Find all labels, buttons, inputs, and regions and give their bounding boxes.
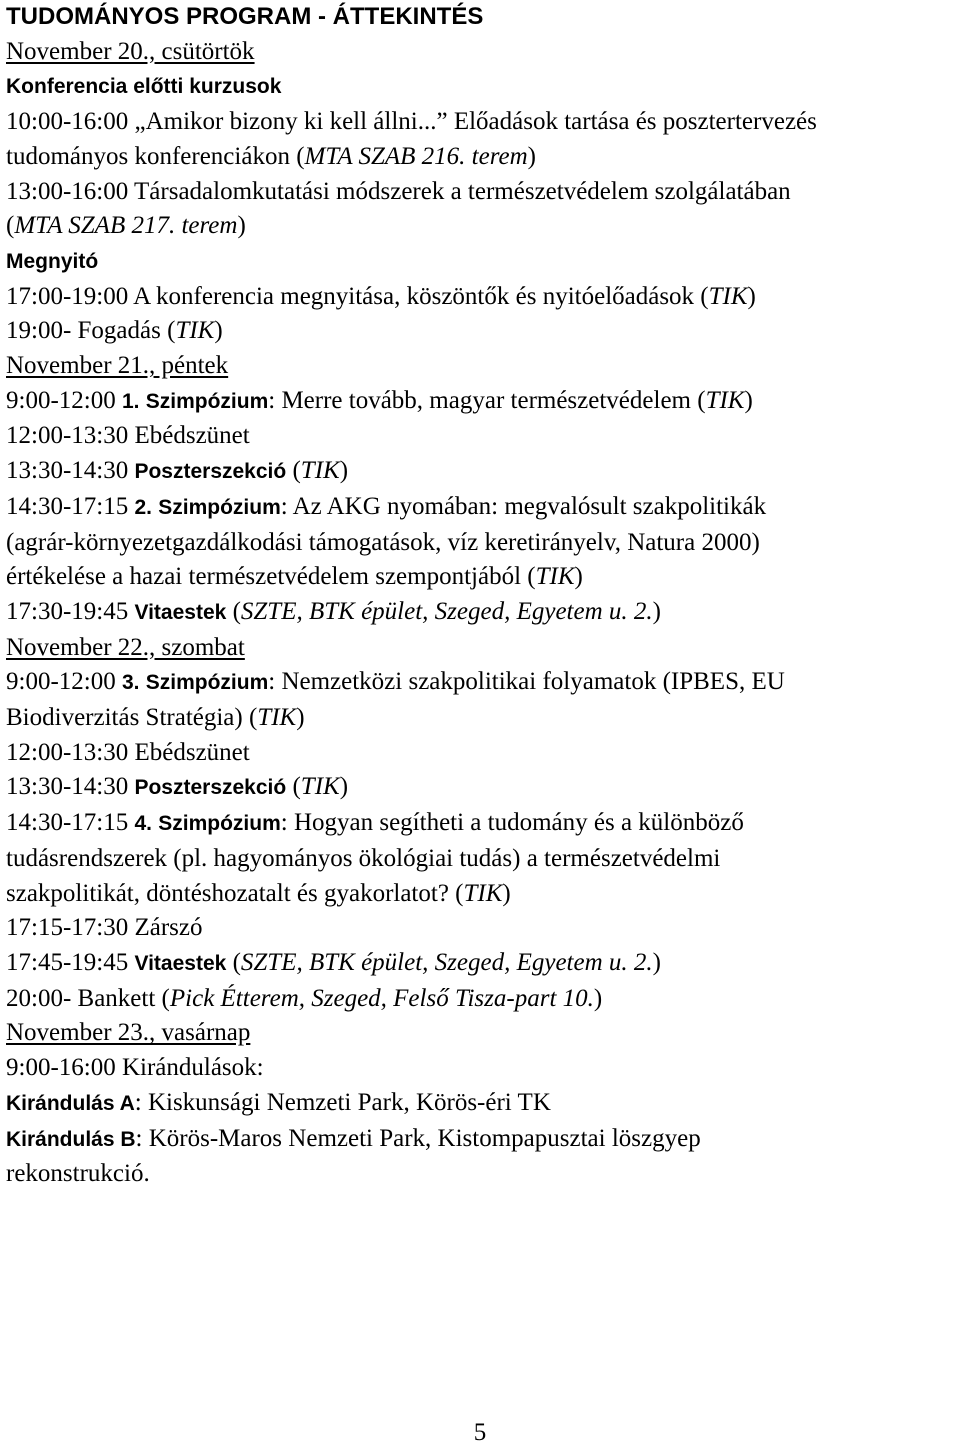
- item-location: Pick Étterem, Szeged, Felső Tisza-part 10.: [169, 984, 594, 1012]
- symposium-label: Szimpózium: [145, 389, 269, 413]
- item-location: MTA SZAB 217. terem: [14, 212, 238, 240]
- symposium-label: Szimpózium: [158, 495, 281, 519]
- program-item-debate-evening: 17:30-19:45 Vitaestek (SZTE, BTK épület, Szeged, Egyetem u. 2.): [6, 597, 661, 625]
- poster-label: Poszterszekció: [134, 776, 287, 800]
- item-text: „Amikor bizony ki kell állni...” Előadások tartása és posztertervezés: [134, 108, 817, 136]
- item-text: : Kiskunsági Nemzeti Park, Körös-éri TK: [134, 1088, 551, 1116]
- symposium-number: 1.: [121, 389, 140, 413]
- item-location: TIK: [535, 563, 575, 591]
- excursion-label: Kirándulás A: [6, 1091, 135, 1115]
- item-text: Bankett (: [77, 984, 170, 1012]
- program-item-poster: 13:30-14:30 Poszterszekció (TIK): [6, 457, 349, 485]
- item-time: 13:00-16:00: [6, 177, 129, 205]
- item-location: SZTE, BTK épület, Szeged, Egyetem u. 2.: [240, 597, 653, 625]
- item-time: 9:00-12:00: [6, 668, 116, 696]
- item-time: 9:00-12:00: [6, 386, 116, 414]
- program-item-closing: [6, 911, 954, 946]
- item-location: TIK: [463, 879, 503, 907]
- program-item-opening: 17:00-19:00 A konferencia megnyitása, köszöntők és nyitóelőadások (TIK): [6, 282, 756, 310]
- program-item-debate-evening: 17:45-19:45 Vitaestek (SZTE, BTK épület, Szeged, Egyetem u. 2.): [6, 948, 661, 976]
- item-time: 17:00-19:00: [6, 282, 129, 310]
- debate-label: Vitaestek: [134, 951, 227, 975]
- item-location: TIK: [300, 457, 340, 485]
- excursion-b: [6, 1122, 954, 1192]
- program-item-lunch: [6, 419, 954, 454]
- item-text: Kirándulások:: [121, 1054, 264, 1082]
- page-title: TUDOMÁNYOS PROGRAM - ÁTTEKINTÉS: [6, 3, 484, 30]
- program-item-symposium2: 14:30-17:15 2. Szimpózium: Az AKG nyomában: megvalósult szakpolitikák (agrár-környezetgazdálkodási támogatások, víz keretirányelv, Natura 2000) értékelése a hazai természetvédelem szempontjából (TIK): [6, 490, 954, 595]
- item-time: 9:00-16:00: [6, 1054, 116, 1082]
- item-text-cont: tudásrendszerek (pl. hagyományos ökológiai tudás) a természetvédelmi: [6, 844, 721, 872]
- symposium-label: Szimpózium: [145, 671, 269, 695]
- item-text-cont: értékelése a hazai természetvédelem szempontjából (: [6, 563, 536, 591]
- poster-label: Poszterszekció: [134, 460, 287, 484]
- item-time: 14:30-17:15: [6, 492, 129, 520]
- item-location: SZTE, BTK épület, Szeged, Egyetem u. 2.: [240, 948, 653, 976]
- document-page: [6, 0, 954, 1192]
- item-time: 12:00-13:30: [6, 738, 129, 766]
- item-time: 13:30-14:30: [6, 773, 129, 801]
- item-text-cont: (agrár-környezetgazdálkodási támogatások, víz keretirányelv, Natura 2000): [6, 528, 760, 556]
- day-heading-nov20: November 20., csütörtök: [6, 37, 255, 65]
- item-location: TIK: [300, 773, 340, 801]
- item-time: 17:30-19:45: [6, 597, 129, 625]
- program-item-poster: 13:30-14:30 Poszterszekció (TIK): [6, 773, 349, 801]
- debate-label: Vitaestek: [134, 600, 227, 624]
- program-item-lunch: [6, 736, 954, 771]
- section-heading-opening: [6, 244, 954, 280]
- item-text: Fogadás (: [77, 317, 176, 345]
- program-item-symposium3: 9:00-12:00 3. Szimpózium: Nemzetközi szakpolitikai folyamatok (IPBES, EU Biodiverzitás Stratégia) (TIK): [6, 668, 785, 732]
- section-label: Konferencia előtti kurzusok: [6, 75, 282, 99]
- program-item-symposium1: 9:00-12:00 1. Szimpózium: Merre tovább, magyar természetvédelem (TIK): [6, 386, 753, 414]
- item-text: : Merre tovább, magyar természetvédelem (: [268, 386, 706, 414]
- item-text: A konferencia megnyitása, köszöntők és nyitóelőadások (: [133, 282, 709, 310]
- item-location: TIK: [175, 317, 215, 345]
- program-item-excursions: [6, 1051, 954, 1086]
- item-text-cont: tudományos konferenciákon (: [6, 142, 305, 170]
- item-text-cont: Biodiverzitás Stratégia) (: [6, 704, 258, 732]
- item-time: 12:00-13:30: [6, 422, 129, 450]
- item-text: : Nemzetközi szakpolitikai folyamatok (IPBES, EU: [268, 668, 785, 696]
- item-text: Ebédszünet: [134, 422, 250, 450]
- program-item-reception: 19:00- Fogadás (TIK): [6, 317, 223, 345]
- day-heading-nov21: November 21., péntek: [6, 352, 229, 380]
- section-label: Megnyitó: [6, 249, 99, 273]
- page-number: 5: [473, 1419, 487, 1446]
- item-time: 13:30-14:30: [6, 457, 129, 485]
- day-heading-nov23: November 23., vasárnap: [6, 1019, 251, 1047]
- program-item-course1: 10:00-16:00 „Amikor bizony ki kell állni...” Előadások tartása és posztertervezés tudományos konferenciákon (MTA SZAB 216. terem): [6, 108, 817, 170]
- symposium-number: 3.: [121, 671, 140, 695]
- item-text: Zárszó: [134, 914, 203, 942]
- program-item-symposium4: 14:30-17:15 4. Szimpózium: Hogyan segítheti a tudomány és a különböző tudásrendszerek (pl. hagyományos ökológiai tudás) a természetvédelmi szakpolitikát, döntéshozatalt és gyakorlatot? (TIK): [6, 806, 954, 911]
- excursion-a: [6, 1086, 954, 1122]
- symposium-number: 4.: [134, 812, 152, 836]
- item-text: : Az AKG nyomában: megvalósult szakpolitikák: [280, 492, 767, 520]
- day-heading-nov22: November 22., szombat: [6, 633, 245, 661]
- program-item-course2: 13:00-16:00 Társadalomkutatási módszerek a természetvédelem szolgálatában (MTA SZAB 217. terem): [6, 177, 791, 240]
- item-time: 10:00-16:00: [6, 108, 129, 136]
- item-location: MTA SZAB 216. terem: [304, 142, 528, 170]
- item-text: Társadalomkutatási módszerek a természetvédelem szolgálatában: [134, 177, 791, 205]
- section-heading-precourses: [6, 69, 954, 105]
- excursion-label: Kirándulás B: [6, 1127, 136, 1151]
- item-text-cont: szakpolitikát, döntéshozatalt és gyakorlatot? (: [6, 879, 464, 907]
- item-location: TIK: [708, 282, 748, 310]
- symposium-number: 2.: [134, 495, 152, 519]
- item-time: 14:30-17:15: [6, 809, 129, 837]
- item-text: : Hogyan segítheti a tudomány és a különböző: [280, 809, 744, 837]
- item-text-cont: rekonstrukció.: [6, 1160, 150, 1188]
- item-text: : Körös-Maros Nemzeti Park, Kistompapusztai löszgyep: [135, 1124, 701, 1152]
- item-time: 19:00-: [6, 317, 72, 345]
- item-text: Ebédszünet: [134, 738, 250, 766]
- symposium-label: Szimpózium: [158, 812, 281, 836]
- item-time: 17:15-17:30: [6, 914, 129, 942]
- item-time: 20:00-: [6, 984, 72, 1012]
- item-location: TIK: [705, 386, 745, 414]
- program-item-banquet: 20:00- Bankett (Pick Étterem, Szeged, Felső Tisza-part 10.): [6, 984, 603, 1012]
- item-location: TIK: [257, 704, 297, 732]
- item-time: 17:45-19:45: [6, 948, 129, 976]
